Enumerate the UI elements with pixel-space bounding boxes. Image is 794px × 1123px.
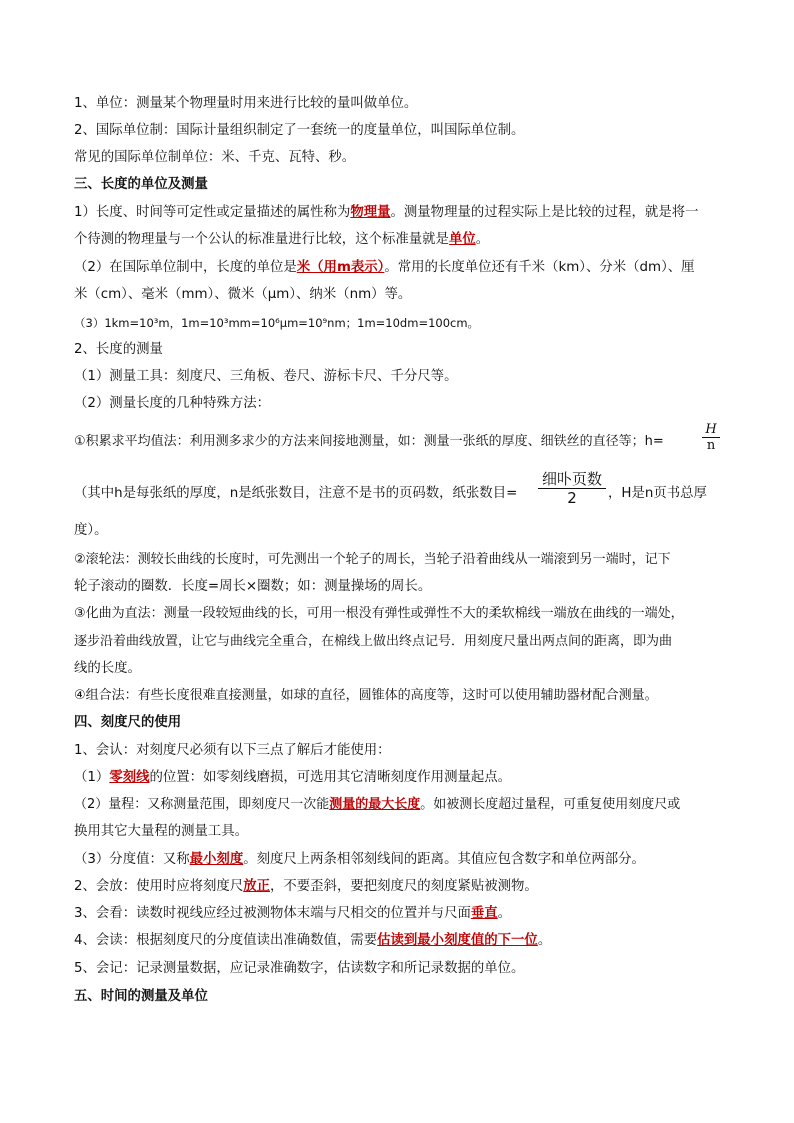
- text-line: [74, 605, 734, 623]
- highlight-term: 最小刻度: [189, 852, 244, 867]
- line-text: （2）测量长度的几种特殊方法：: [74, 396, 270, 411]
- line-text: 2、会放：使用时应将刻度尺: [74, 879, 244, 894]
- text-line: [74, 149, 734, 167]
- line-text: 常见的国际单位制单位：米、千克、瓦特、秒。: [74, 150, 356, 165]
- text-line: [74, 286, 734, 304]
- line-text: （2）量程：又称测量范围，即刻度尺一次能: [74, 797, 330, 812]
- heading-text: 五、时间的测量及单位: [74, 989, 208, 1004]
- line-text: （1）测量工具：刻度尺、三角板、卷尺、游标卡尺、千分尺等。: [74, 369, 458, 384]
- text-line: [74, 960, 734, 978]
- text-line: [74, 823, 734, 841]
- line-text: 1）长度、时间等可定性或定量描述的属性称为: [74, 205, 351, 220]
- line-text: （1）: [74, 770, 110, 785]
- heading-text: 三、长度的单位及测量: [74, 177, 208, 192]
- line-text: 。测量物理量的过程实际上是比较的过程，就是将一: [390, 205, 699, 220]
- line-text: 度）。: [74, 523, 108, 538]
- line-text: 1、会认：对刻度尺必须有以下三点了解后才能使用：: [74, 743, 391, 758]
- line-text: 。常用的长度单位还有千米（km）、分米（dm）、厘: [384, 260, 695, 275]
- line-text: 。: [537, 933, 552, 948]
- line-text: （其中h是每张纸的厚度，n是纸张数目，注意不是书的页码数，纸张数目=: [74, 486, 518, 501]
- line-text: 4、会读：根据刻度尺的分度值读出准确数值，需要: [74, 933, 378, 948]
- text-line: [74, 769, 734, 787]
- text-line: [74, 742, 734, 760]
- text-line: [74, 551, 734, 569]
- fraction-denominator: n: [706, 438, 716, 453]
- line-text: ②滚轮法：测较长曲线的长度时，可先测出一个轮子的周长，当轮子沿着曲线从一端滚到另一端时，记下: [74, 552, 671, 567]
- text-line: [74, 395, 734, 413]
- text-line: [74, 433, 714, 451]
- line-text: ①积累求平均值法：利用测多求少的方法来间接地测量，如：测量一张纸的厚度、细铁丝的直径等；h=: [74, 434, 664, 449]
- highlight-term: 单位: [448, 232, 476, 247]
- line-text: 线的长度。: [74, 661, 141, 676]
- text-line: [74, 633, 734, 651]
- text-line: [74, 341, 734, 359]
- text-line: [74, 687, 734, 705]
- text-line: [74, 851, 734, 869]
- highlight-term: 物理量: [350, 205, 391, 220]
- line-text: 3、会看：读数时视线应经过被测物体末端与尺相交的位置并与尺面: [74, 906, 471, 921]
- fraction-denominator: 2: [567, 489, 577, 507]
- text-line: [74, 932, 734, 950]
- text-line: [74, 259, 734, 277]
- text-line: [74, 878, 734, 896]
- text-line: [74, 231, 734, 249]
- section-heading: [74, 714, 734, 732]
- line-text: （3）1km=10³m，1m=10³mm=10⁶μm=10⁹nm；1m=10dm=100cm。: [74, 316, 480, 330]
- line-text: 。: [475, 232, 490, 247]
- text-line: [74, 905, 734, 923]
- line-text: 米（cm）、毫米（mm）、微米（μm）、纳米（nm）等。: [74, 287, 412, 302]
- highlight-term: 垂直: [470, 906, 498, 921]
- line-text: 逐步沿着曲线放置，让它与曲线完全重合，在棉线上做出终点记号．用刻度尺量出两点间的距离，即为曲: [74, 634, 673, 649]
- line-text: ，H是n页书总厚: [608, 486, 707, 501]
- line-text: 的位置：如零刻线磨损，可选用其它清晰刻度作用测量起点。: [149, 770, 512, 785]
- text-line: [74, 122, 734, 140]
- highlight-term: 零刻线: [109, 770, 150, 785]
- line-text: ④组合法：有些长度很难直接测量，如球的直径，圆锥体的高度等，这时可以使用辅助器材配合测量。: [74, 688, 658, 703]
- fraction-numerator: 细卟页数: [541, 470, 602, 488]
- section-heading: [74, 176, 734, 194]
- line-text: 1、单位：测量某个物理量时用来进行比较的量叫做单位。: [74, 96, 418, 111]
- line-text: （2）在国际单位制中，长度的单位是: [74, 260, 297, 275]
- line-text: 2、长度的测量: [74, 342, 163, 357]
- line-text: 。: [497, 906, 512, 921]
- text-line: [74, 796, 734, 814]
- heading-text: 四、刻度尺的使用: [74, 715, 182, 730]
- line-text: 。刻度尺上两条相邻刻线间的距离。其值应包含数字和单位两部分。: [243, 852, 645, 867]
- fraction-numerator: H: [705, 422, 717, 437]
- line-text: 。如被测长度超过量程，可重复使用刻度尺或: [420, 797, 681, 812]
- line-text: 5、会记：记录测量数据，应记录准确数字，估读数字和所记录数据的单位。: [74, 961, 525, 976]
- line-text: 2、国际单位制：国际计量组织制定了一套统一的度量单位，叫国际单位制。: [74, 123, 525, 138]
- text-line: [608, 485, 728, 503]
- highlight-term: 米（用m表示）: [296, 260, 385, 275]
- text-line: [74, 368, 734, 386]
- line-text: （3）分度值：又称: [74, 852, 190, 867]
- fraction-h-over-n: [702, 422, 720, 453]
- text-line: [74, 578, 734, 596]
- highlight-term: 估读到最小刻度值的下一位: [377, 933, 538, 948]
- text-line: [74, 485, 544, 503]
- text-line: [74, 314, 734, 332]
- text-line: [74, 522, 734, 540]
- line-text: 换用其它大量程的测量工具。: [74, 824, 249, 839]
- line-text: 个待测的物理量与一个公认的标准量进行比较，这个标准量就是: [74, 232, 449, 247]
- highlight-term: 放正: [243, 879, 270, 894]
- line-text: ③化曲为直法：测量一段较短曲线的长，可用一根没有弹性或弹性不大的柔软棉线一端放在曲线的一端处，: [74, 606, 684, 621]
- highlight-term: 测量的最大长度: [329, 797, 421, 812]
- line-text: ，不要歪斜，要把刻度尺的刻度紧贴被测物。: [270, 879, 538, 894]
- text-line: [74, 660, 734, 678]
- text-line: [74, 95, 734, 113]
- section-heading: [74, 988, 734, 1006]
- text-line: [74, 204, 734, 222]
- fraction-pages-over-2: [538, 470, 606, 507]
- line-text: 轮子滚动的圈数．长度=周长×圈数；如：测量操场的周长。: [74, 579, 432, 594]
